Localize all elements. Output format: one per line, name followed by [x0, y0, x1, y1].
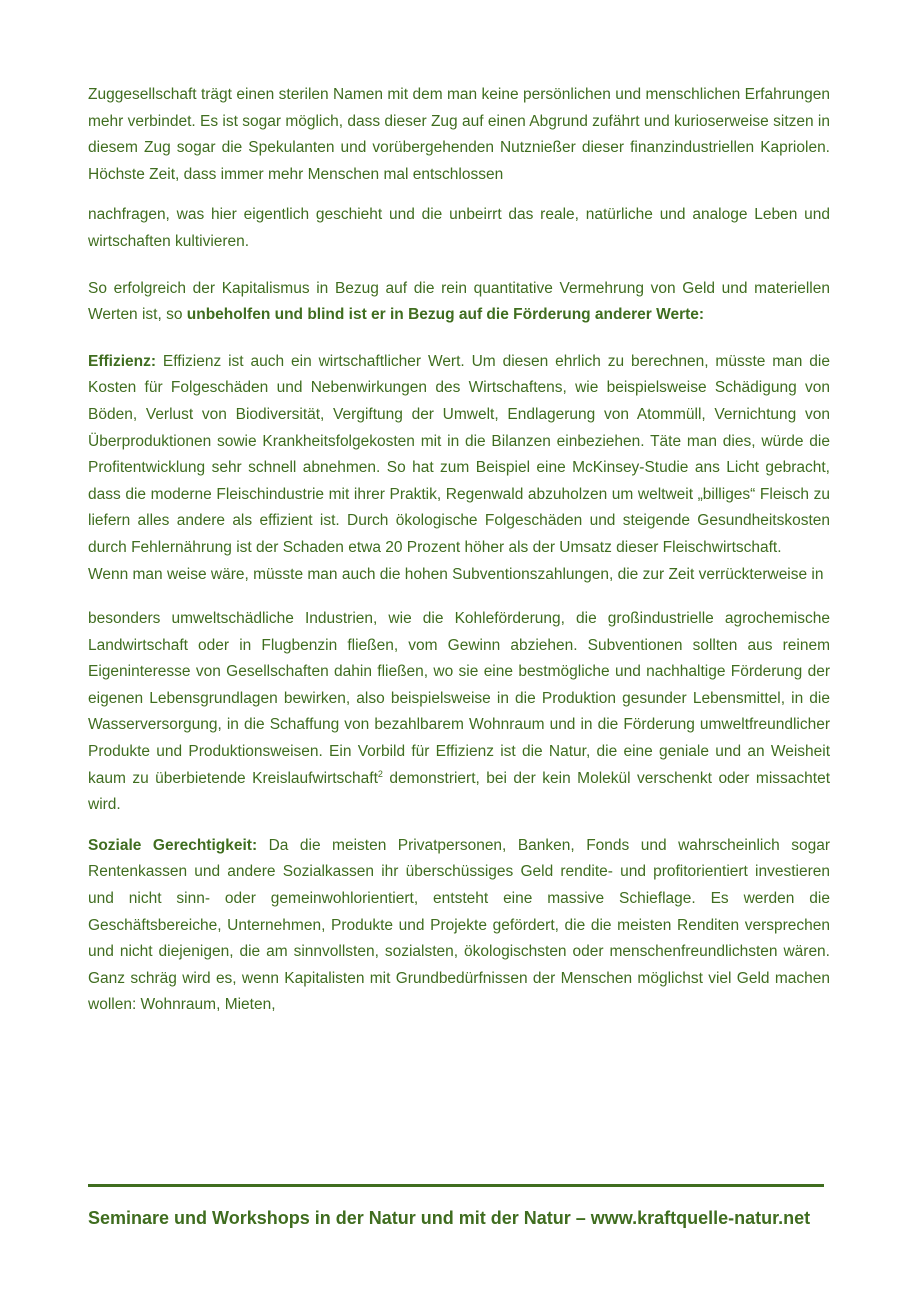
page-body — [88, 82, 830, 1019]
paragraph-subventionen-intro — [88, 562, 830, 589]
paragraph-text: Effizienz ist auch ein wirtschaftlicher Wert. Um diesen ehrlich zu berechnen, müsste man die Kosten für Folgeschäden und Nebenwirkungen des Wirtschaftens, wie beispielsweise Schädigung von Böden, Verlust von Biodiversität, Vergiftung der Umwelt, Endlagerung von Atommüll, Vernichtung von Überproduktionen sowie Krankheitsfolgekosten mit in die Bilanzen einbeziehen. Täte man dies, würde die Profitentwicklung sehr schnell abnehmen. So hat zum Beispiel eine McKinsey-Studie ans Licht gebracht, dass die moderne Fleischindustrie mit ihrer Praktik, Regenwald abzuholzen um weltweit „billiges“ Fleisch zu liefern alles andere als effizient ist. Durch ökologische Folgeschäden und steigende Gesundheitskosten durch Fehlernährung ist der Schaden etwa 20 Prozent höher als der Umsatz dieser Fleischwirtschaft. — [88, 352, 830, 556]
paragraph-text: Zuggesellschaft trägt einen sterilen Namen mit dem man keine persönlichen und menschlichen Erfahrungen mehr verbindet. Es ist sogar möglich, dass dieser Zug auf einen Abgrund zufährt und kurioserweise sitzen in diesem Zug sogar die Spekulanten und vorübergehenden Nutznießer dieser finanzindustriellen Kapriolen. Höchste Zeit, dass immer mehr Menschen mal entschlossen — [88, 86, 830, 183]
footer-divider — [88, 1184, 824, 1187]
paragraph-nachfragen — [88, 202, 830, 255]
paragraph-effizienz — [88, 349, 830, 562]
section-label-effizienz: Effizienz: — [88, 352, 157, 370]
paragraph-text: So erfolgreich der Kapitalismus in Bezug auf die rein quantitative Vermehrung von Geld und materiellen Werten ist, so — [88, 279, 830, 324]
footer-text: Seminare und Workshops in der Natur und mit der Natur – www.kraftquelle-natur.net — [88, 1208, 811, 1228]
footnote-marker: 2 — [377, 768, 383, 779]
paragraph-text-end: demonstriert, bei der kein Molekül verschenkt oder missachtet wird. — [88, 769, 830, 814]
paragraph-text: nachfragen, was hier eigentlich geschieht und die unbeirrt das reale, natürliche und analoge Leben und wirtschaften kultivieren. — [88, 206, 830, 250]
paragraph-text: Da die meisten Privatpersonen, Banken, Fonds und wahrscheinlich sogar Rentenkassen und andere Sozialkassen ihr überschüssiges Geld rendite- und profitorientiert investieren und nicht sinn- oder gemeinwohlorientiert, entsteht eine massive Schieflage. Es werden die Geschäftsbereiche, Unternehmen, Produkte und Projekte gefördert, die die meisten Renditen versprechen und nicht diejenigen, die am sinnvollsten, sozialsten, ökologischsten oder menschenfreundlichsten wären. Ganz schräg wird es, wenn Kapitalisten mit Grundbedürfnissen der Menschen möglichst viel Geld machen wollen: Wohnraum, Mieten, — [88, 836, 830, 1014]
paragraph-emphasis: unbeholfen und blind ist er in Bezug auf die Förderung anderer Werte: — [186, 306, 705, 324]
section-label-soziale-gerechtigkeit: Soziale Gerechtigkeit: — [88, 836, 258, 854]
paragraph-text: Wenn man weise wäre, müsste man auch die hohen Subventionszahlungen, die zur Zeit verrückterweise in — [88, 565, 824, 583]
paragraph-zuggesellschaft — [88, 82, 830, 188]
paragraph-soziale-gerechtigkeit — [88, 833, 830, 1019]
paragraph-kapitalismus — [88, 276, 830, 329]
paragraph-subventionen — [88, 606, 830, 819]
paragraph-text: besonders umweltschädliche Industrien, wie die Kohleförderung, die großindustrielle agrochemische Landwirtschaft oder in Flugbenzin fließen, vom Gewinn abziehen. Subventionen sollten aus reinem Eigeninteresse von Gesellschaften dahin fließen, wo sie eine bestmögliche und nachhaltige Förderung der eigenen Lebensgrundlagen bewirken, also beispielsweise in die Produktion gesunder Lebensmittel, in die Wasserversorgung, in die Schaffung von bezahlbarem Wohnraum und in die Förderung umweltfreundlicher Produkte und Produktionsweisen. Ein Vorbild für Effizienz ist die Natur, die eine geniale und an Weisheit kaum zu überbietende Kreislaufwirtschaft — [88, 610, 830, 787]
